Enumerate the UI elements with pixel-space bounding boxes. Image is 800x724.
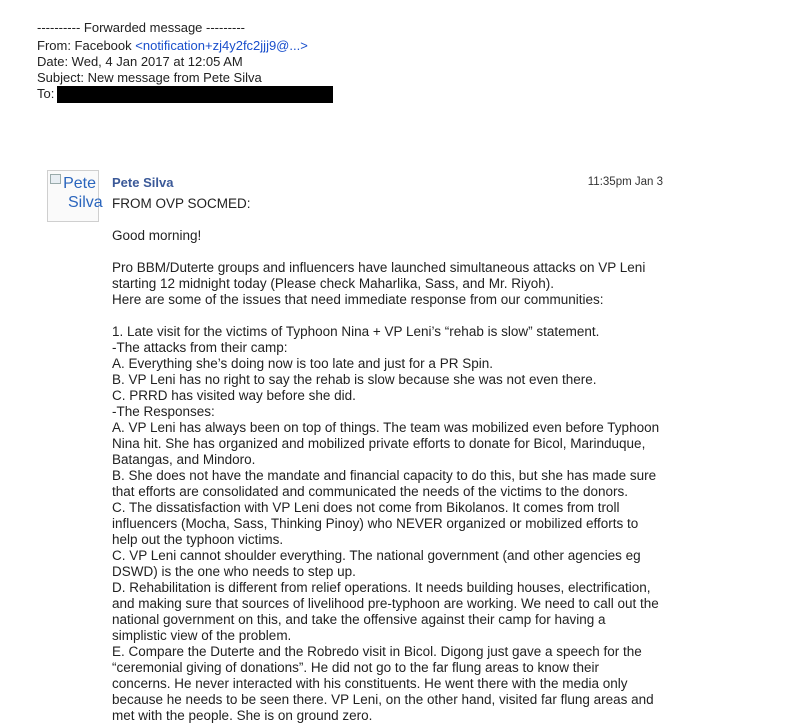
to-label: To: — [37, 86, 55, 101]
message-timestamp: 11:35pm Jan 3 — [587, 176, 663, 188]
avatar-alt-text-first: Pete — [63, 175, 96, 192]
from-line — [37, 38, 308, 54]
avatar-alt-text-last: Silva — [68, 194, 103, 211]
subject-line: Subject: New message from Pete Silva — [37, 70, 262, 85]
from-label: From: Facebook — [37, 38, 136, 53]
broken-image-icon — [50, 174, 61, 184]
message-greeting: Good morning! — [112, 228, 202, 243]
forwarded-divider: ---------- Forwarded message --------- — [37, 20, 245, 35]
message-heading: FROM OVP SOCMED: — [112, 196, 251, 211]
avatar[interactable] — [47, 170, 103, 222]
redacted-recipient — [57, 86, 333, 103]
message-body — [112, 196, 672, 724]
message-paragraph-issues: 1. Late visit for the victims of Typhoon Nina + VP Leni’s “rehab is slow” statement. -The attacks from their camp: A. Everything she’s doing now is too late and just for a PR Spin. B. VP Leni has no right to say the rehab is slow because she was not even there. C. PRRD has visited way before she did. -The Responses: A. VP Leni has always been on top of things. The team was mobilized even before Typhoon Nina hit. She has organized and mobilized private efforts to donate for Bicol, Marinduque, Batangas, and Mindoro. B. She does not have the mandate and financial capacity to do this, but she has made sure that efforts are consolidated and communicated the needs of the victims to the donors. C. The dissatisfaction with VP Leni does not come from Bikolanos. It comes from troll influencers (Mocha, Sass, Thinking Pinoy) who NEVER organized or mobilized efforts to help out the typhoon victims. C. VP Leni cannot shoulder everything. The national government (and other agencies eg DSWD) is the one who needs to step up. D. Rehabilitation is different from relief operations. It needs building houses, electrification, and making sure that sources of livelihood pre-typhoon are working. We need to call out the national government on this, and take the offensive against their camp for having a simplistic view of the problem. E. Compare the Duterte and the Robredo visit in Bicol. Digong just gave a speech for the “ceremonial giving of donations”. He did not go to the far flung areas to know their concerns. He never interacted with his constituents. He went there with the media only because he needs to be seen there. VP Leni, on the other hand, visited far flung areas and met with the people. She is on ground zero. — [112, 324, 660, 723]
sender-name[interactable]: Pete Silva — [112, 175, 174, 190]
message-paragraph-intro: Pro BBM/Duterte groups and influencers have launched simultaneous attacks on VP Leni starting 12 midnight today (Please check Maharlika, Sass, and Mr. Riyoh). Here are some of the issues that need immediate response from our communities: — [112, 260, 646, 307]
date-line: Date: Wed, 4 Jan 2017 at 12:05 AM — [37, 54, 243, 69]
from-email-link[interactable]: <notification+zj4y2fc2jjj9@...> — [135, 38, 308, 53]
